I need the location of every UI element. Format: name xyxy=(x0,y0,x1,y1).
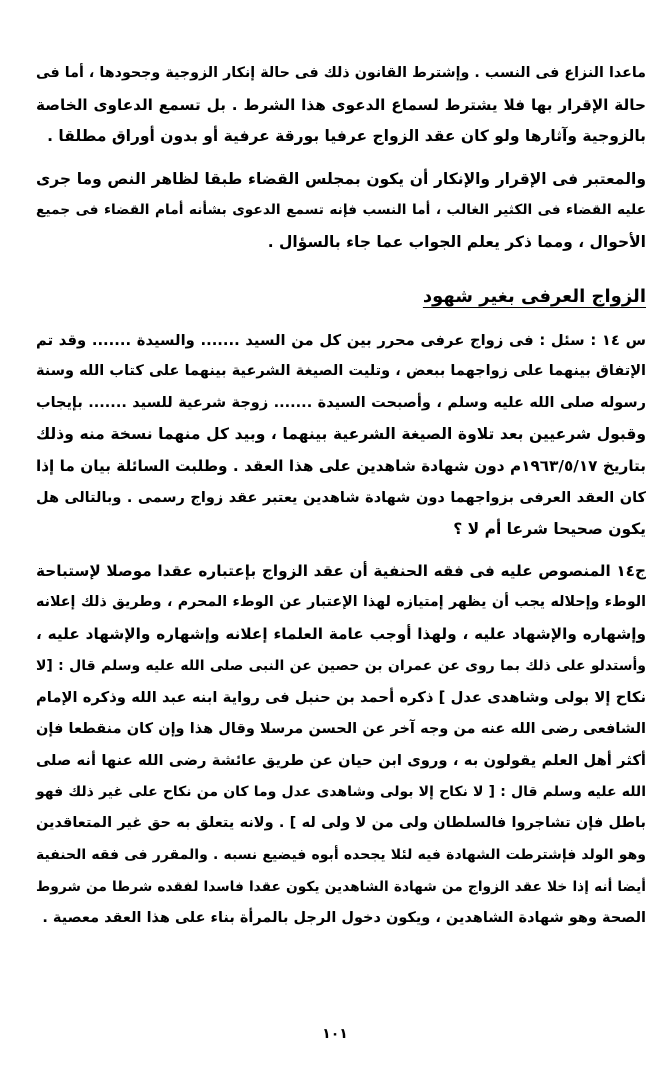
text-line: يكون صحيحا شرعا أم لا ؟ xyxy=(453,520,646,539)
text-line: الصحة وهو شهادة الشاهدين ، ويكون دخول الرجل بالمرأة بناء على هذا العقد معصية . xyxy=(42,910,646,927)
text-line: كان العقد العرفى بزواجهما دون شهادة شاهدين يعتبر عقد زواج رسمى . وبالتالى هل xyxy=(36,489,646,506)
text-line: أكثر أهل العلم يقولون به ، وروى ابن حيان عن طريق عائشة رضى الله عنها أنه صلى xyxy=(36,752,646,770)
paragraph-2 xyxy=(36,164,646,259)
text-line: الأحوال ، ومما ذكر يعلم الجواب عما جاء بالسؤال . xyxy=(267,232,646,251)
text-line: حالة الإقرار بها فلا يشترط لسماع الدعوى هذا الشرط . بل تسمع الدعاوى الخاصة xyxy=(36,95,646,114)
text-line: وأستدلو على ذلك بما روى عن عمران بن حصين عن النبى صلى الله عليه وسلم قال : [لا xyxy=(36,657,646,674)
section-heading: الزواج العرفى بغير شهود xyxy=(422,285,646,307)
text-line: وهو الولد فإشترطت الشهادة فيه لئلا يجحده أبوه فيضيع نسبه . والمقرر فى فقه الحنفية xyxy=(36,847,646,864)
text-line: ماعدا النزاع فى النسب . وإشترط القانون ذلك فى حالة إنكار الزوجية وجحودها ، أما فى xyxy=(36,65,646,81)
text-line: وإشهاره والإشهاد عليه ، ولهذا أوجب عامة العلماء إعلانه وإشهاره والإشهاد عليه ، xyxy=(36,624,646,643)
text-line: رسوله صلى الله عليه وسلم ، وأصبحت السيدة ....... زوجة شرعية للسيد ....... بإيجاب xyxy=(36,394,646,411)
answer-paragraph xyxy=(36,556,646,935)
text-line: الله عليه وسلم قال : [ لا نكاح إلا بولى وشاهدى عدل وما كان من نكاح على غير ذلك فهو xyxy=(36,783,646,800)
text-line: باطل فإن تشاجروا فالسلطان ولى من لا ولى له ] . ولانه يتعلق به حق غير المتعاقدين xyxy=(36,815,646,832)
paragraph-1 xyxy=(36,58,646,153)
text-line: والمعتبر فى الإقرار والإنكار أن يكون بمجلس القضاء طبقا لظاهر النص وما جرى xyxy=(36,169,646,188)
text-line: الوطء وإحلاله يجب أن يظهر إمتيازه لهذا الإعتبار عن الوطء المحرم ، وطريق ذلك إعلانه xyxy=(36,594,646,611)
text-line: أيضا أنه إذا خلا عقد الزواج من شهادة الشاهدين يكون عقدا فاسدا لفقده شرطا من شروط xyxy=(36,878,646,895)
text-line: بالزوجية وآثارها ولو كان عقد الزواج عرفيا بورقة عرفية أو بدون أوراق مطلقا . xyxy=(47,127,646,146)
page-content xyxy=(36,58,646,935)
text-line: الإتفاق بينهما على زواجهما ببعض ، وتليت الصيغة الشرعية بينهما على كتاب الله وسنة xyxy=(36,363,646,380)
text-line: نكاح إلا بولى وشاهدى عدل ] ذكره أحمد بن حنبل فى رواية ابنه عبد الله وذكره الإمام xyxy=(36,689,646,707)
text-line: عليه القضاء فى الكثير الغالب ، أما النسب فإنه تسمع الدعوى بشأنه أمام القضاء فى جميع xyxy=(36,202,646,219)
text-line: بتاريخ ١٩٦٣/٥/١٧م دون شهادة شاهدين على هذا العقد . وطلبت السائلة بيان ما إذا xyxy=(36,456,646,475)
text-line: س ١٤ : سئل : فى زواج عرفى محرر بين كل من السيد ....... والسيدة ....... وقد تم xyxy=(36,331,646,349)
page-number: ١٠١ xyxy=(322,1026,348,1042)
text-line: وقبول شرعيين بعد تلاوة الصيغة الشرعية بينهما ، وبيد كل منهما نسخة منه وذلك xyxy=(36,425,646,444)
text-line: الشافعى رضى الله عنه من وجه آخر عن الحسن مرسلا وقال هذا وإن كان منقطعا فإن xyxy=(36,720,646,737)
text-line: ج١٤ المنصوص عليه فى فقه الحنفية أن عقد الزواج بإعتباره عقدا موصلا لإستباحة xyxy=(36,561,646,580)
question-paragraph xyxy=(36,325,646,546)
